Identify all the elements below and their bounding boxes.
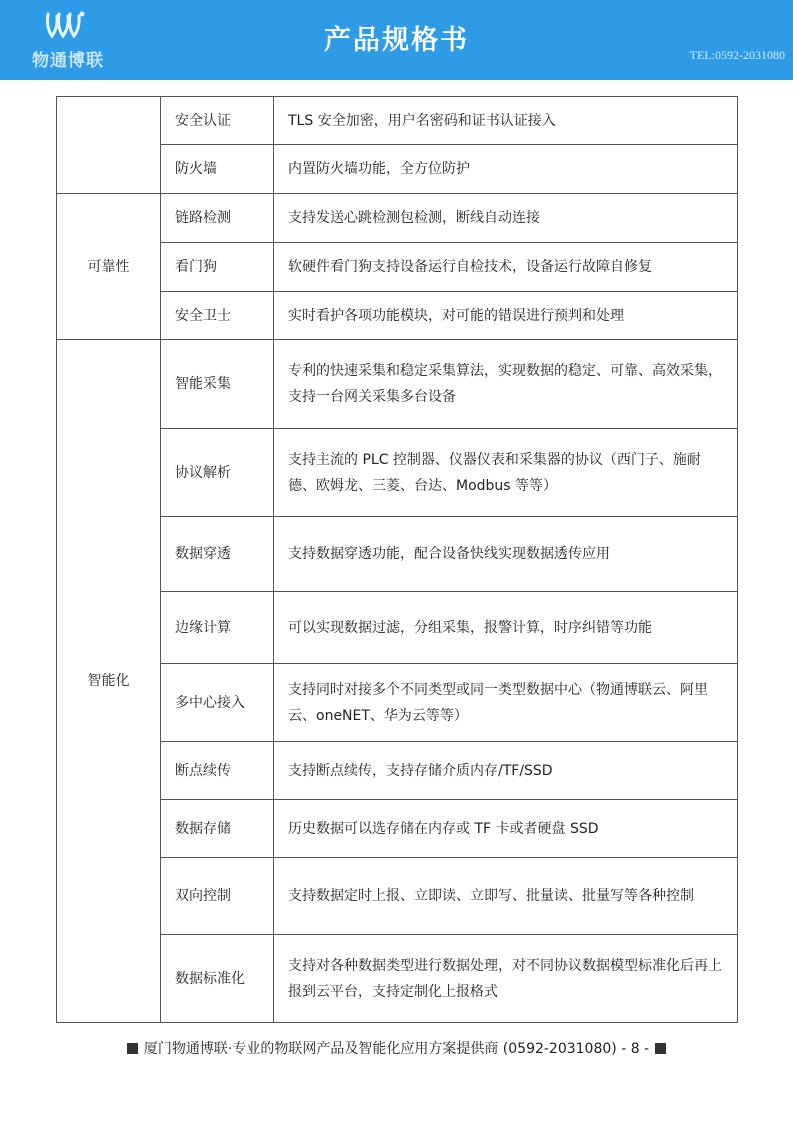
feature-cell: 链路检测 (161, 194, 274, 243)
description-cell: 支持发送心跳检测包检测，断线自动连接 (274, 194, 738, 243)
description-cell: 内置防火墙功能，全方位防护 (274, 145, 738, 194)
category-cell: 智能化 (57, 340, 161, 1023)
description-cell: 支持对各种数据类型进行数据处理，对不同协议数据模型标准化后再上报到云平台，支持定制化上报格式 (274, 935, 738, 1023)
feature-cell: 协议解析 (161, 429, 274, 517)
feature-cell: 双向控制 (161, 858, 274, 935)
description-cell: TLS 安全加密，用户名密码和证书认证接入 (274, 97, 738, 145)
description-cell: 支持同时对接多个不同类型或同一类型数据中心（物通博联云、阿里云、oneNET、华为云等等） (274, 664, 738, 742)
feature-cell: 边缘计算 (161, 592, 274, 664)
table-row (57, 194, 738, 243)
feature-cell: 数据标准化 (161, 935, 274, 1023)
category-cell: 可靠性 (57, 194, 161, 340)
category-cell (57, 97, 161, 194)
square-bullet-icon (655, 1043, 666, 1054)
feature-cell: 安全认证 (161, 97, 274, 145)
page-footer (0, 1038, 793, 1058)
description-cell: 支持断点续传，支持存储介质内存/TF/SSD (274, 742, 738, 800)
feature-cell: 防火墙 (161, 145, 274, 194)
document-title: 产品规格书 (324, 25, 469, 56)
description-cell: 支持主流的 PLC 控制器、仪器仪表和采集器的协议（西门子、施耐德、欧姆龙、三菱、台达、Modbus 等等） (274, 429, 738, 517)
header-banner (0, 0, 793, 80)
description-cell: 支持数据穿透功能，配合设备快线实现数据透传应用 (274, 517, 738, 592)
description-cell: 软硬件看门狗支持设备运行自检技术，设备运行故障自修复 (274, 243, 738, 292)
square-bullet-icon (127, 1043, 138, 1054)
feature-cell: 看门狗 (161, 243, 274, 292)
feature-cell: 断点续传 (161, 742, 274, 800)
description-cell: 历史数据可以选存储在内存或 TF 卡或者硬盘 SSD (274, 800, 738, 858)
table-row (57, 97, 738, 145)
logo-text: 物通博联 (32, 51, 104, 71)
feature-cell: 多中心接入 (161, 664, 274, 742)
description-cell: 支持数据定时上报、立即读、立即写、批量读、批量写等各种控制 (274, 858, 738, 935)
feature-cell: 智能采集 (161, 340, 274, 429)
spec-table (56, 96, 738, 1023)
telephone-number: TEL:0592-2031080 (689, 48, 785, 62)
description-cell: 可以实现数据过滤，分组采集，报警计算，时序纠错等功能 (274, 592, 738, 664)
footer-text: 厦门物通博联·专业的物联网产品及智能化应用方案提供商 (0592-2031080) - 8 - (143, 1041, 650, 1057)
feature-cell: 安全卫士 (161, 292, 274, 340)
feature-cell: 数据穿透 (161, 517, 274, 592)
feature-cell: 数据存储 (161, 800, 274, 858)
table-row (57, 340, 738, 429)
description-cell: 实时看护各项功能模块，对可能的错误进行预判和处理 (274, 292, 738, 340)
description-cell: 专利的快速采集和稳定采集算法，实现数据的稳定、可靠、高效采集，支持一台网关采集多台设备 (274, 340, 738, 429)
